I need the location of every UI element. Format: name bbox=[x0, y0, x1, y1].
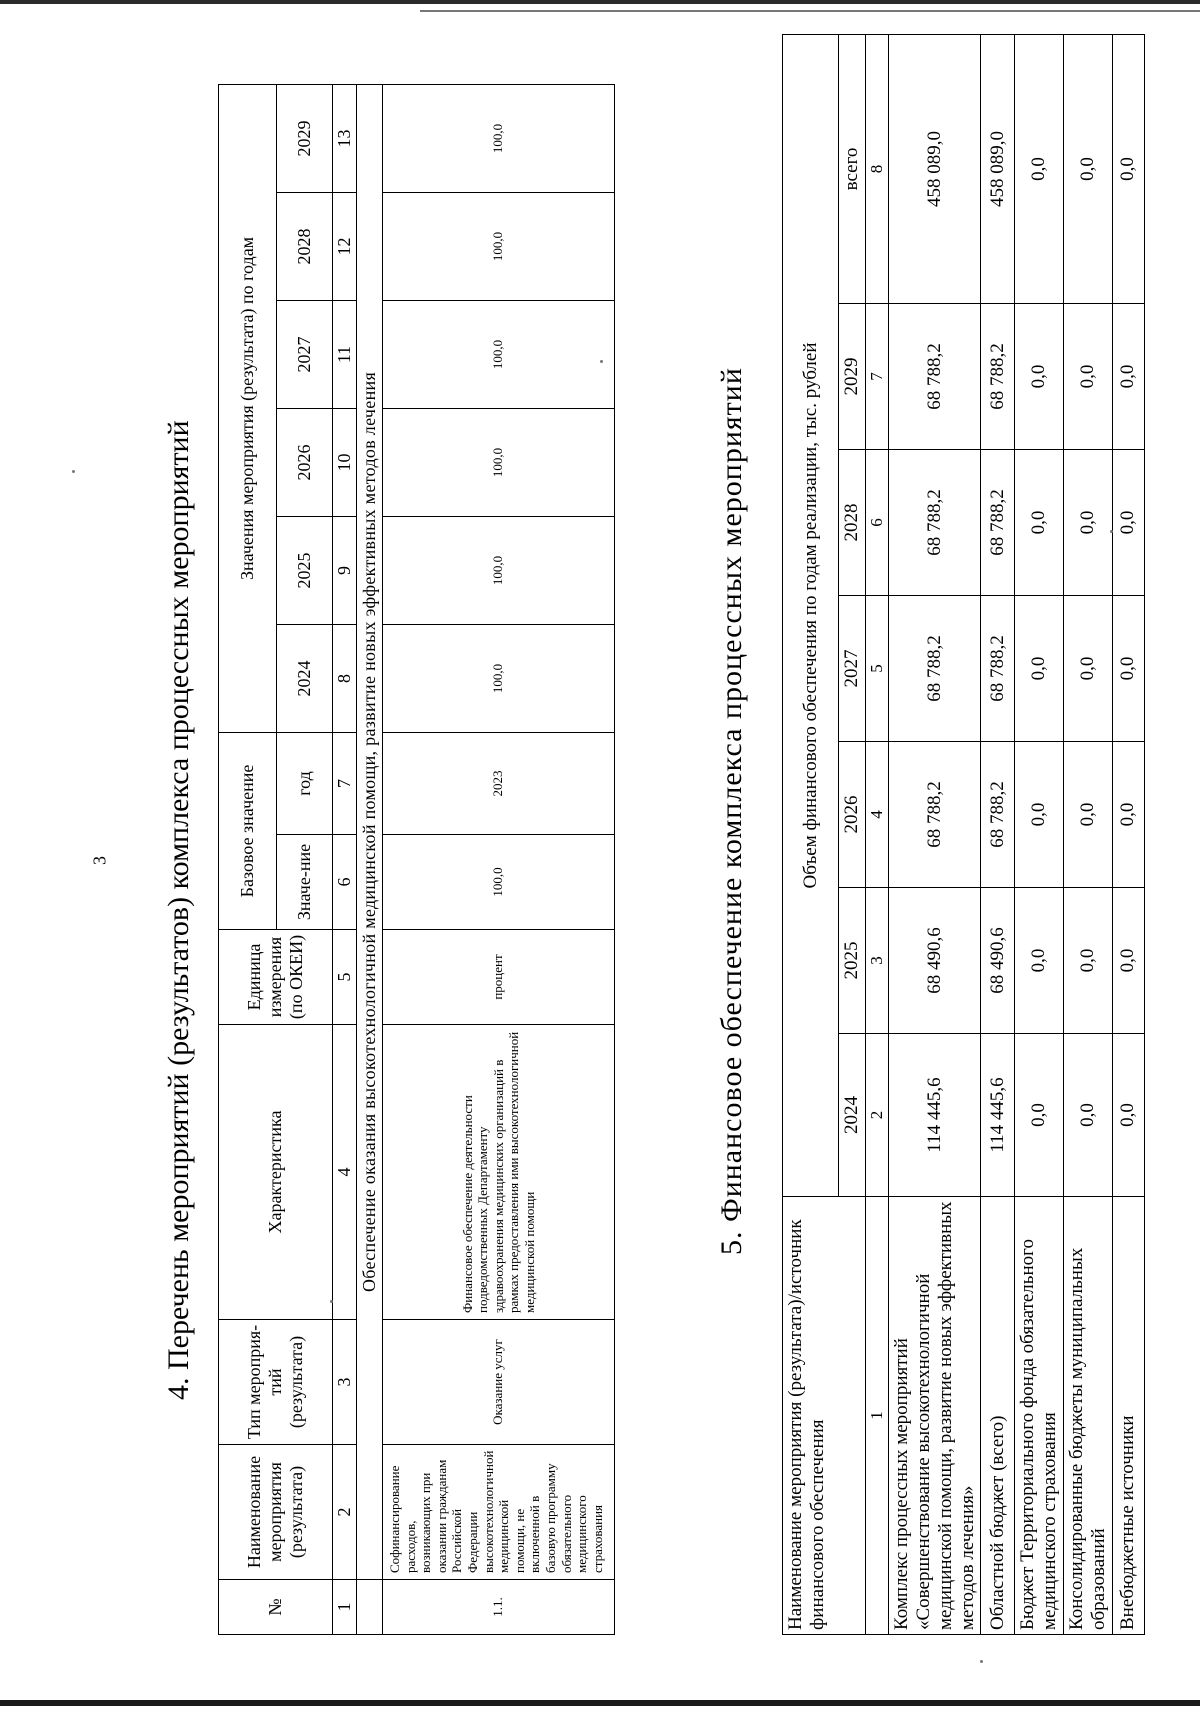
group-title: Обеспечение оказания высокотехнологичной медицинской помощи, развитие новых эффективных методов лечения bbox=[357, 84, 383, 1579]
column-number: 8 bbox=[333, 624, 357, 732]
column-number: 10 bbox=[333, 408, 357, 516]
scan-top-edge-inner bbox=[420, 10, 1200, 12]
row-value: 0,0 bbox=[1015, 1034, 1064, 1197]
table-row bbox=[1015, 34, 1064, 1634]
header-base: Базовое значение bbox=[219, 732, 277, 929]
section5-title: 5. Финансовое обеспечение комплекса процессных мероприятий bbox=[715, 367, 748, 1255]
header-year: 2027 bbox=[277, 300, 333, 408]
header-volume: Объем финансового обеспечения по годам реализации, тыс. рублей bbox=[783, 34, 839, 1196]
row-total: 458 089,0 bbox=[889, 34, 981, 303]
header-total: всего bbox=[839, 34, 866, 303]
row-value: 0,0 bbox=[1064, 888, 1113, 1034]
column-number: 5 bbox=[866, 596, 889, 742]
header-year: 2028 bbox=[839, 450, 866, 596]
scan-top-edge bbox=[0, 0, 1200, 4]
row-value: 0,0 bbox=[1015, 304, 1064, 450]
column-number: 13 bbox=[333, 84, 357, 192]
section5-table bbox=[782, 34, 1145, 1635]
column-number: 9 bbox=[333, 516, 357, 624]
row-value: 68 788,2 bbox=[889, 450, 981, 596]
row-value: 0,0 bbox=[1015, 888, 1064, 1034]
scan-speck bbox=[600, 360, 603, 363]
scan-speck bbox=[1110, 530, 1113, 533]
header-year: 2024 bbox=[839, 1034, 866, 1197]
row-value: 0,0 bbox=[1015, 596, 1064, 742]
row-value: 0,0 bbox=[1064, 1034, 1113, 1197]
header-source: Наименование мероприятия (результата)/источник финансового обеспечения bbox=[783, 1197, 866, 1635]
column-number: 8 bbox=[866, 34, 889, 303]
scan-speck bbox=[980, 1660, 983, 1663]
header-year: 2027 bbox=[839, 596, 866, 742]
row-value: 100,0 bbox=[383, 192, 615, 300]
row-value: 100,0 bbox=[383, 84, 615, 192]
header-values: Значения мероприятия (результата) по годам bbox=[219, 84, 277, 732]
row-total: 0,0 bbox=[1015, 34, 1064, 303]
scan-speck bbox=[330, 1300, 333, 1303]
header-year: 2026 bbox=[277, 408, 333, 516]
row-value: 68 788,2 bbox=[981, 304, 1015, 450]
header-year: 2028 bbox=[277, 192, 333, 300]
row-characteristic: Финансовое обеспечение деятельности подведомственных Департаменту здравоохранения медицинских организаций в рамках предоставления ими высокотехнологичной медицинской помощи bbox=[383, 1025, 615, 1320]
column-number: 12 bbox=[333, 192, 357, 300]
row-total: 0,0 bbox=[1064, 34, 1113, 303]
row-value: 68 788,2 bbox=[981, 596, 1015, 742]
group-spacer bbox=[357, 1580, 383, 1635]
row-value: 0,0 bbox=[1112, 450, 1144, 596]
column-number: 7 bbox=[333, 732, 357, 834]
table-row bbox=[981, 34, 1015, 1634]
header-characteristic: Характеристика bbox=[219, 1025, 333, 1320]
row-value: 68 788,2 bbox=[889, 742, 981, 888]
column-number: 2 bbox=[866, 1034, 889, 1197]
row-value: 0,0 bbox=[1112, 304, 1144, 450]
row-value: 0,0 bbox=[1064, 742, 1113, 888]
row-value: 100,0 bbox=[383, 408, 615, 516]
row-value: 0,0 bbox=[1112, 1034, 1144, 1197]
header-unit: Единица измерения (по ОКЕИ) bbox=[219, 930, 333, 1025]
scan-speck bbox=[72, 470, 75, 473]
header-year: 2026 bbox=[839, 742, 866, 888]
column-number: 1 bbox=[333, 1580, 357, 1635]
section4-title: 4. Перечень мероприятий (результатов) комплекса процессных мероприятий bbox=[162, 420, 195, 1400]
row-label: Внебюджетные источники bbox=[1112, 1197, 1144, 1635]
column-number: 6 bbox=[333, 835, 357, 930]
row-value: 68 490,6 bbox=[889, 888, 981, 1034]
row-value: 68 788,2 bbox=[981, 742, 1015, 888]
header-type: Тип мероприя-тий (результата) bbox=[219, 1320, 333, 1445]
column-number: 4 bbox=[866, 742, 889, 888]
row-value: 0,0 bbox=[1112, 742, 1144, 888]
row-value: 100,0 bbox=[383, 624, 615, 732]
header-year: 2025 bbox=[277, 516, 333, 624]
row-value: 0,0 bbox=[1015, 450, 1064, 596]
row-value: 68 490,6 bbox=[981, 888, 1015, 1034]
row-name: Софинансирование расходов, возникающих при оказании гражданам Российской Федерации высокотехнологичной медицинской помощи, не включенной в базовую программу обязательного медицинского страхования bbox=[383, 1445, 615, 1580]
row-label: Бюджет Территориального фонда обязательного медицинского страхования bbox=[1015, 1197, 1064, 1635]
row-value: 68 788,2 bbox=[889, 304, 981, 450]
row-total: 458 089,0 bbox=[981, 34, 1015, 303]
column-number: 4 bbox=[333, 1025, 357, 1320]
column-number: 3 bbox=[866, 888, 889, 1034]
column-number: 7 bbox=[866, 304, 889, 450]
row-value: 68 788,2 bbox=[889, 596, 981, 742]
row-base-value: 100,0 bbox=[383, 835, 615, 930]
row-value: 100,0 bbox=[383, 300, 615, 408]
header-base-year: год bbox=[277, 732, 333, 834]
row-number: 1.1. bbox=[383, 1580, 615, 1635]
header-name: Наименование мероприятия (результата) bbox=[219, 1445, 333, 1580]
table-row bbox=[1112, 34, 1144, 1634]
row-value: 0,0 bbox=[1064, 304, 1113, 450]
header-year: 2029 bbox=[839, 304, 866, 450]
row-value: 0,0 bbox=[1112, 596, 1144, 742]
scan-bottom-edge bbox=[0, 1700, 1200, 1706]
column-number: 11 bbox=[333, 300, 357, 408]
section4-table bbox=[218, 84, 615, 1635]
header-year: 2025 bbox=[839, 888, 866, 1034]
column-number: 5 bbox=[333, 930, 357, 1025]
row-value: 100,0 bbox=[383, 516, 615, 624]
column-number: 1 bbox=[866, 1197, 889, 1635]
column-number: 6 bbox=[866, 450, 889, 596]
rotated-page bbox=[60, 40, 1160, 1640]
row-value: 0,0 bbox=[1064, 596, 1113, 742]
row-unit: процент bbox=[383, 930, 615, 1025]
header-base-value: Значе-ние bbox=[277, 835, 333, 930]
row-label: Консолидированные бюджеты муниципальных образований bbox=[1064, 1197, 1113, 1635]
header-year: 2029 bbox=[277, 84, 333, 192]
row-value: 0,0 bbox=[1064, 450, 1113, 596]
row-base-year: 2023 bbox=[383, 732, 615, 834]
column-number: 3 bbox=[333, 1320, 357, 1445]
row-label: Областной бюджет (всего) bbox=[981, 1197, 1015, 1635]
row-total: 0,0 bbox=[1112, 34, 1144, 303]
row-value: 68 788,2 bbox=[981, 450, 1015, 596]
header-no: № bbox=[219, 1580, 333, 1635]
row-type: Оказание услуг bbox=[383, 1320, 615, 1445]
row-value: 0,0 bbox=[1112, 888, 1144, 1034]
column-number: 2 bbox=[333, 1445, 357, 1580]
row-value: 114 445,6 bbox=[981, 1034, 1015, 1197]
row-label: Комплекс процессных мероприятий «Совершенствование высокотехнологичной медицинской помощи, развитие новых эффективных методов лечения» bbox=[889, 1197, 981, 1635]
table-row bbox=[889, 34, 981, 1634]
page-number: 3 bbox=[89, 856, 110, 865]
row-value: 0,0 bbox=[1015, 742, 1064, 888]
row-value: 114 445,6 bbox=[889, 1034, 981, 1197]
header-year: 2024 bbox=[277, 624, 333, 732]
table-row bbox=[1064, 34, 1113, 1634]
